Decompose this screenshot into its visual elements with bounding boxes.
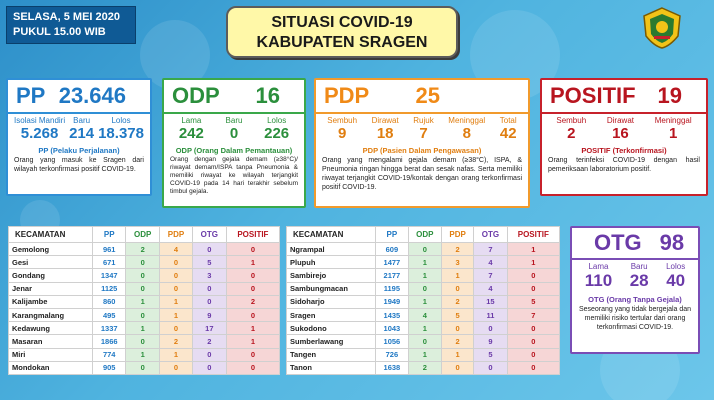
kecamatan-table-right [286, 226, 560, 375]
table-row [287, 361, 560, 374]
otg-stat-lama [585, 262, 612, 291]
cell-positif: 0 [507, 335, 559, 348]
cell-kecamatan: Sragen [287, 308, 376, 321]
cell-positif: 1 [226, 335, 279, 348]
otg-card [570, 226, 700, 354]
col-kecamatan: KECAMATAN [9, 227, 93, 243]
cell-odp: 2 [126, 243, 160, 256]
cell-pp: 1347 [93, 269, 126, 282]
table-header-row [287, 227, 560, 243]
col-positif: POSITIF [226, 227, 279, 243]
col-positif: POSITIF [507, 227, 559, 243]
pdp-description: Orang yang mengalami gejala demam (≥38°C), ISPA, & Pneumonia ringan hingga berat dan sesak nafas. Serta memiliki riwayat terjangkit COVID-19/kontak dengan orang terkonfirmasi positif COVID-19. [322, 157, 522, 191]
date-text: SELASA, 5 MEI 2020 [13, 11, 120, 23]
cell-pp: 1477 [376, 256, 409, 269]
cell-positif: 1 [226, 256, 279, 269]
table-row [9, 361, 280, 374]
odp-stat-baru [226, 116, 243, 142]
odp-subtitle: ODP (Orang Dalam Pemantauan) [175, 146, 293, 155]
stat-label: Total [499, 116, 517, 125]
cell-odp: 0 [126, 335, 160, 348]
stat-label: Lama [181, 116, 202, 125]
table-row [287, 322, 560, 335]
positif-card [540, 78, 708, 196]
cell-otg: 17 [192, 322, 226, 335]
cell-otg: 0 [192, 348, 226, 361]
table-row [287, 308, 560, 321]
cell-odp: 0 [126, 282, 160, 295]
cell-kecamatan: Tangen [287, 348, 376, 361]
cell-kecamatan: Sukodono [287, 322, 376, 335]
cell-pdp: 0 [160, 269, 193, 282]
cell-odp: 1 [126, 322, 160, 335]
cell-otg: 3 [192, 269, 226, 282]
cell-pdp: 2 [442, 295, 474, 308]
col-odp: ODP [126, 227, 160, 243]
stat-value: 40 [666, 271, 686, 290]
cell-pp: 1337 [93, 322, 126, 335]
cell-pdp: 1 [160, 295, 193, 308]
stat-label: Baru [73, 116, 91, 125]
table-row [287, 282, 560, 295]
positif-stat-sembuh [556, 116, 586, 142]
cell-positif: 7 [507, 308, 559, 321]
cell-positif: 0 [226, 282, 279, 295]
positif-stat-meninggal [655, 116, 692, 142]
table-row [9, 308, 280, 321]
positif-code: POSITIF [550, 83, 636, 108]
cell-pp: 1043 [376, 322, 409, 335]
stat-value: 242 [178, 125, 204, 142]
positif-total: 19 [657, 83, 682, 108]
cell-odp: 1 [408, 295, 441, 308]
cell-pdp: 2 [442, 335, 474, 348]
title-line-1: SITUASI COVID-19 [271, 14, 413, 31]
stat-value: 18 [376, 125, 394, 142]
cell-pdp: 1 [442, 348, 474, 361]
stat-value: 7 [419, 125, 428, 142]
otg-description: Seseorang yang tidak bergejala dan memiliki risiko tertular dari orang terkonfirmasi COVID-19. [578, 306, 692, 331]
cell-kecamatan: Sumberlawang [287, 335, 376, 348]
pdp-subtitle: PDP (Pasien Dalam Pengawasan) [362, 146, 482, 155]
cell-otg: 0 [192, 243, 226, 256]
cell-otg: 7 [474, 243, 507, 256]
cell-pp: 860 [93, 295, 126, 308]
col-otg: OTG [192, 227, 226, 243]
cell-kecamatan: Mondokan [9, 361, 93, 374]
stat-value: 8 [462, 125, 471, 142]
cell-odp: 1 [408, 322, 441, 335]
cell-pp: 2177 [376, 269, 409, 282]
table-row [287, 269, 560, 282]
positif-subtitle: POSITIF (Terkonfirmasi) [581, 146, 667, 155]
cell-kecamatan: Kalijambe [9, 295, 93, 308]
pp-header [8, 80, 150, 114]
cell-positif: 0 [226, 269, 279, 282]
col-pp: PP [93, 227, 126, 243]
cell-odp: 0 [408, 282, 441, 295]
regency-emblem-icon [640, 6, 684, 50]
cell-positif: 0 [507, 322, 559, 335]
cell-kecamatan: Ngrampal [287, 243, 376, 256]
cell-pdp: 0 [160, 361, 193, 374]
otg-stat-lolos [666, 262, 685, 291]
stat-label: Meninggal [448, 116, 486, 125]
cell-odp: 4 [408, 308, 441, 321]
otg-code: OTG [594, 230, 642, 255]
table-row [9, 256, 280, 269]
positif-stats [542, 114, 706, 144]
cell-pp: 1125 [93, 282, 126, 295]
cell-pdp: 1 [160, 348, 193, 361]
stat-value: 16 [612, 125, 629, 142]
table-row [9, 348, 280, 361]
otg-subtitle: OTG (Orang Tanpa Gejala) [588, 295, 682, 304]
cell-otg: 5 [474, 348, 507, 361]
stat-label: Baru [630, 262, 648, 271]
cell-positif: 5 [507, 295, 559, 308]
cell-positif: 2 [226, 295, 279, 308]
odp-stat-lama [179, 116, 204, 142]
cell-positif: 1 [507, 243, 559, 256]
cell-positif: 0 [226, 348, 279, 361]
stat-label: Dirawat [606, 116, 634, 125]
odp-card [162, 78, 306, 208]
cell-otg: 4 [474, 282, 507, 295]
table-row [9, 282, 280, 295]
positif-description: Orang terinfeksi COVID-19 dengan hasil pemeriksaan laboratorium positif. [548, 157, 700, 173]
cell-pp: 1195 [376, 282, 409, 295]
cell-kecamatan: Miri [9, 348, 93, 361]
cell-otg: 5 [192, 256, 226, 269]
cell-positif: 0 [507, 269, 559, 282]
cell-pdp: 0 [160, 256, 193, 269]
cell-otg: 0 [192, 282, 226, 295]
cell-odp: 0 [408, 243, 441, 256]
cell-otg: 9 [192, 308, 226, 321]
stat-label: Lolos [666, 262, 686, 271]
cell-pdp: 5 [442, 308, 474, 321]
cell-pp: 1866 [93, 335, 126, 348]
odp-description: Orang dengan gejala demam (≥38°C)/ riwayat demam/ISPA tanpa Pneumonia & memiliki riwayat ke wilayah terjangkit COVID-19 pada 14 hari terakhir sebelum timbul gejala. [170, 156, 298, 195]
table-row [287, 256, 560, 269]
table-row [9, 269, 280, 282]
cell-pdp: 0 [160, 322, 193, 335]
cell-pdp: 0 [160, 282, 193, 295]
table-body-right [287, 243, 560, 375]
stat-label: Baru [225, 116, 243, 125]
stat-value: 28 [629, 271, 649, 290]
cell-odp: 1 [408, 269, 441, 282]
cell-kecamatan: Plupuh [287, 256, 376, 269]
pdp-code: PDP [324, 83, 370, 108]
cell-pp: 1056 [376, 335, 409, 348]
cell-kecamatan: Jenar [9, 282, 93, 295]
stat-value: 2 [567, 125, 576, 142]
stat-label: Sembuh [327, 116, 358, 125]
stat-label: Sembuh [556, 116, 587, 125]
stat-value: 1 [669, 125, 678, 142]
table-row [9, 322, 280, 335]
col-kecamatan: KECAMATAN [287, 227, 376, 243]
cell-pdp: 2 [160, 335, 193, 348]
cell-otg: 9 [474, 335, 507, 348]
cell-pp: 1949 [376, 295, 409, 308]
cell-otg: 4 [474, 256, 507, 269]
otg-stat-baru [630, 262, 649, 291]
cell-odp: 1 [126, 295, 160, 308]
pdp-card [314, 78, 530, 208]
pdp-total: 25 [415, 83, 440, 108]
pp-card [6, 78, 152, 196]
otg-total: 98 [659, 230, 685, 255]
cell-pdp: 4 [160, 243, 193, 256]
pp-stats [8, 114, 150, 144]
pp-total: 23.646 [58, 83, 126, 108]
stat-label: Meninggal [654, 116, 692, 125]
cell-pp: 1435 [376, 308, 409, 321]
pp-code: PP [16, 83, 46, 108]
cell-pdp: 1 [160, 308, 193, 321]
cell-pp: 726 [376, 348, 409, 361]
cell-kecamatan: Sambungmacan [287, 282, 376, 295]
stat-label: Lama [588, 262, 609, 271]
cell-odp: 0 [126, 308, 160, 321]
cell-positif: 0 [226, 243, 279, 256]
stat-label: Isolasi Mandiri [13, 116, 66, 125]
col-pp: PP [376, 227, 409, 243]
kecamatan-table-left [8, 226, 280, 375]
cell-pp: 905 [93, 361, 126, 374]
pdp-stat-meninggal [448, 116, 485, 142]
cell-otg: 0 [474, 361, 507, 374]
table-row [287, 243, 560, 256]
cell-otg: 2 [192, 335, 226, 348]
cell-odp: 0 [408, 335, 441, 348]
pp-stat-baru [69, 116, 94, 142]
table-row [9, 243, 280, 256]
stat-label: Lolos [111, 116, 131, 125]
pdp-stat-sembuh [327, 116, 357, 142]
stat-label: Rujuk [413, 116, 434, 125]
cell-odp: 0 [126, 256, 160, 269]
cell-positif: 0 [226, 361, 279, 374]
stat-label: Dirawat [371, 116, 399, 125]
odp-stats [164, 114, 304, 144]
pdp-stats [316, 114, 528, 144]
cell-otg: 11 [474, 308, 507, 321]
stat-value: 226 [264, 125, 290, 142]
cell-otg: 0 [192, 361, 226, 374]
pp-stat-lolos [98, 116, 144, 142]
pp-stat-isolasi [14, 116, 65, 142]
cell-pdp: 3 [442, 256, 474, 269]
pp-description: Orang yang masuk ke Sragen dari wilayah terkonfirmasi positif COVID-19. [14, 157, 144, 173]
time-text: PUKUL 15.00 WIB [13, 26, 106, 38]
cell-pp: 495 [93, 308, 126, 321]
cell-pdp: 0 [442, 361, 474, 374]
cell-kecamatan: Karangmalang [9, 308, 93, 321]
pdp-stat-dirawat [372, 116, 399, 142]
table-body-left [9, 243, 280, 375]
page-title [226, 6, 458, 58]
cell-pp: 774 [93, 348, 126, 361]
odp-header [164, 80, 304, 114]
cell-kecamatan: Sambirejo [287, 269, 376, 282]
cell-kecamatan: Gondang [9, 269, 93, 282]
stat-value: 0 [229, 125, 239, 142]
cell-kecamatan: Tanon [287, 361, 376, 374]
odp-code: ODP [172, 83, 220, 108]
cell-pp: 609 [376, 243, 409, 256]
stat-value: 110 [584, 271, 613, 290]
pdp-header [316, 80, 528, 114]
stat-value: 42 [499, 125, 517, 142]
positif-header [542, 80, 706, 114]
cell-pdp: 0 [442, 322, 474, 335]
col-pdp: PDP [160, 227, 193, 243]
cell-positif: 0 [507, 282, 559, 295]
title-line-2: KABUPATEN SRAGEN [256, 34, 428, 51]
cell-positif: 0 [507, 361, 559, 374]
table-row [287, 348, 560, 361]
cell-pp: 961 [93, 243, 126, 256]
cell-kecamatan: Gemolong [9, 243, 93, 256]
table-row [9, 335, 280, 348]
col-pdp: PDP [442, 227, 474, 243]
otg-stats [572, 260, 698, 293]
stat-value: 5.268 [20, 125, 59, 142]
cell-otg: 0 [474, 322, 507, 335]
cell-positif: 0 [507, 348, 559, 361]
table-row [287, 295, 560, 308]
table-header-row [9, 227, 280, 243]
cell-otg: 0 [192, 295, 226, 308]
table-row [287, 335, 560, 348]
pp-subtitle: PP (Pelaku Perjalanan) [38, 146, 120, 155]
cell-kecamatan: Masaran [9, 335, 93, 348]
cell-odp: 1 [408, 256, 441, 269]
stat-value: 9 [337, 125, 347, 142]
col-odp: ODP [408, 227, 441, 243]
cell-otg: 15 [474, 295, 507, 308]
cell-otg: 7 [474, 269, 507, 282]
cell-positif: 1 [507, 256, 559, 269]
cell-odp: 1 [408, 348, 441, 361]
cell-positif: 1 [226, 322, 279, 335]
cell-pdp: 1 [442, 269, 474, 282]
cell-pdp: 0 [442, 282, 474, 295]
cell-odp: 2 [408, 361, 441, 374]
cell-pp: 1638 [376, 361, 409, 374]
cell-kecamatan: Gesi [9, 256, 93, 269]
pdp-stat-rujuk [413, 116, 433, 142]
col-otg: OTG [474, 227, 507, 243]
stat-value: 18.378 [98, 125, 144, 142]
stat-value: 214 [69, 125, 95, 142]
table-row [9, 295, 280, 308]
cell-pp: 671 [93, 256, 126, 269]
stat-label: Lolos [267, 116, 287, 125]
cell-kecamatan: Sidoharjo [287, 295, 376, 308]
cell-pdp: 2 [442, 243, 474, 256]
cell-kecamatan: Kedawung [9, 322, 93, 335]
date-box [6, 6, 136, 44]
cell-odp: 1 [126, 348, 160, 361]
cell-odp: 0 [126, 269, 160, 282]
otg-header [572, 228, 698, 260]
cell-positif: 0 [226, 308, 279, 321]
pdp-stat-total [500, 116, 517, 142]
odp-total: 16 [255, 83, 280, 108]
odp-stat-lolos [264, 116, 289, 142]
positif-stat-dirawat [607, 116, 634, 142]
cell-odp: 0 [126, 361, 160, 374]
